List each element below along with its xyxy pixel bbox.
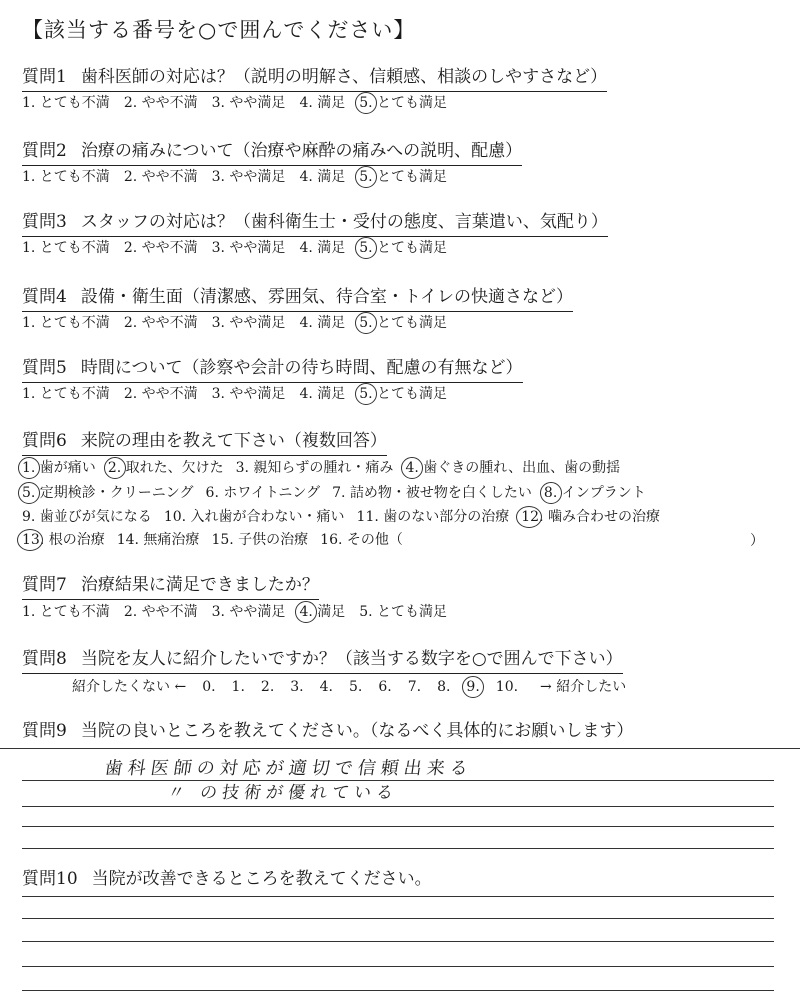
rating-options (22, 313, 461, 333)
reason-row (22, 483, 658, 503)
option[interactable]: 1. とても不満 (22, 315, 110, 331)
reason-row (22, 530, 415, 550)
option[interactable]: 3. やや満足 (211, 604, 286, 620)
question-label: 質問5 (22, 358, 67, 378)
scale-right-label: → 紹介したい (540, 679, 627, 695)
answer-line (22, 896, 774, 897)
answer-line (22, 806, 774, 807)
reason-row (22, 458, 632, 478)
question-2 (22, 140, 522, 166)
answer-line (22, 826, 774, 827)
option[interactable]: 3. やや満足 (211, 169, 286, 185)
rating-options (22, 93, 461, 113)
question-label: 質問6 (22, 431, 67, 451)
option[interactable]: 3. やや満足 (211, 386, 286, 402)
scale-value[interactable]: 2. (260, 679, 275, 695)
option[interactable]: 5. とても満足 (359, 604, 448, 620)
question-text: 来院の理由を教えて下さい（複数回答） (80, 431, 387, 451)
option-selected[interactable]: 5. とても満足 (359, 240, 448, 256)
question-9 (22, 720, 633, 745)
option[interactable]: 16. その他（ (320, 532, 403, 548)
option[interactable]: 4. 満足 (299, 95, 346, 111)
question-text: スタッフの対応は？（歯科衛生士・受付の態度、言葉遣い、気配り） (80, 212, 608, 232)
question-label: 質問8 (22, 649, 67, 669)
question-text: 設備・衛生面（清潔感、雰囲気、待合室・トイレの快適さなど） (80, 287, 573, 307)
question-text: 歯科医師の対応は？（説明の明解さ、信頼感、相談のしやすさなど） (80, 67, 608, 87)
option[interactable]: 1. とても不満 (22, 240, 110, 256)
option[interactable]: 2. やや不満 (123, 604, 198, 620)
option[interactable]: 3. やや満足 (211, 95, 286, 111)
scale-value[interactable]: 3. (290, 679, 304, 695)
option[interactable]: 10. 入れ歯が合わない・痛い (163, 509, 345, 525)
option[interactable]: 1. とても不満 (22, 604, 110, 620)
option[interactable]: 3. やや満足 (211, 240, 286, 256)
option[interactable]: 4. 満足 (299, 315, 346, 331)
option-selected[interactable]: 4. 満足 (299, 604, 346, 620)
question-label: 質問9 (22, 721, 67, 741)
question-6 (22, 430, 387, 456)
scale-value[interactable]: 1. (231, 679, 245, 695)
scale-value[interactable]: 5. (348, 679, 363, 695)
question-text: 当院が改善できるところを教えてください。 (91, 869, 432, 889)
answer-line (22, 918, 774, 919)
question-10 (22, 868, 432, 893)
handwritten-answer-line-1: 歯科医師の対応が適切で信頼出来る (103, 758, 475, 779)
option[interactable]: 1. とても不満 (22, 386, 110, 402)
option[interactable]: 1. とても不満 (22, 169, 110, 185)
other-close-paren: ） (750, 533, 764, 549)
scale-value[interactable]: 0. (202, 679, 216, 695)
option[interactable]: 6. ホワイトニング (205, 485, 321, 501)
scale-value-selected[interactable]: 9. (466, 679, 480, 695)
handwritten-answer-line-2: 〃 の技術が優れている (166, 783, 400, 803)
question-text: 治療結果に満足できましたか？ (80, 575, 319, 595)
scale-value[interactable]: 8. (437, 679, 451, 695)
option-selected[interactable]: 2. 取れた、欠けた (107, 460, 224, 476)
question-5 (22, 357, 523, 383)
question-label: 質問2 (22, 141, 67, 161)
option-selected[interactable]: 5. とても満足 (359, 315, 448, 331)
option[interactable]: 3. やや満足 (211, 315, 286, 331)
question-label: 質問3 (22, 212, 67, 232)
option[interactable]: 1. とても不満 (22, 95, 110, 111)
option[interactable]: 2. やや不満 (123, 240, 198, 256)
scale-value[interactable]: 7. (407, 679, 422, 695)
option-selected[interactable]: 5. とても満足 (359, 169, 448, 185)
option[interactable]: 4. 満足 (299, 386, 346, 402)
option[interactable]: 7. 詰め物・被せ物を白くしたい (332, 485, 532, 501)
scale-value[interactable]: 10. (495, 679, 519, 695)
option[interactable]: 4. 満足 (299, 240, 346, 256)
question-text: 当院の良いところを教えてください。（なるべく具体的にお願いします） (80, 721, 634, 741)
question-1 (22, 66, 607, 92)
option-selected[interactable]: 5. 定期検診・クリーニング (22, 485, 194, 501)
option-selected[interactable]: 13. 根の治療 (22, 532, 105, 548)
question-text: 治療の痛みについて（治療や麻酔の痛みへの説明、配慮） (80, 141, 523, 161)
question-7 (22, 574, 319, 600)
rating-options (22, 384, 461, 404)
reason-row (22, 507, 672, 527)
scale-value[interactable]: 6. (378, 679, 392, 695)
answer-line (22, 848, 774, 849)
question-label: 質問10 (22, 869, 78, 889)
question-label: 質問1 (22, 67, 67, 87)
rating-options (22, 238, 461, 258)
answer-line (22, 966, 774, 967)
option-selected[interactable]: 1. 歯が痛い (22, 460, 96, 476)
option-selected[interactable]: 4. 歯ぐきの腫れ、出血、歯の動揺 (405, 460, 621, 476)
option[interactable]: 15. 子供の治療 (211, 532, 309, 548)
rating-options (22, 167, 461, 187)
question-4 (22, 286, 573, 312)
question-label: 質問7 (22, 575, 67, 595)
option[interactable]: 11. 歯のない部分の治療 (356, 509, 510, 525)
scale-value[interactable]: 4. (319, 679, 333, 695)
option[interactable]: 14. 無痛治療 (116, 532, 200, 548)
answer-line (0, 748, 800, 749)
scale-left-label: 紹介したくない ← (72, 679, 187, 695)
answer-line (22, 990, 774, 991)
answer-line (22, 941, 774, 942)
recommend-scale (72, 677, 626, 697)
option[interactable]: 3. 親知らずの腫れ・痛み (235, 460, 394, 476)
question-text: 時間について（診察や会計の待ち時間、配慮の有無など） (80, 358, 523, 378)
scale-values (202, 679, 534, 695)
option-selected[interactable]: 5. とても満足 (359, 386, 448, 402)
question-label: 質問4 (22, 287, 67, 307)
question-8 (22, 648, 623, 674)
option[interactable]: 9. 歯並びが気になる (22, 509, 152, 525)
option-selected[interactable]: 12. 噛み合わせの治療 (521, 509, 660, 525)
question-3 (22, 211, 608, 237)
option[interactable]: 4. 満足 (299, 169, 346, 185)
option[interactable]: 2. やや不満 (123, 315, 198, 331)
question-text: 当院を友人に紹介したいですか？（該当する数字を○で囲んで下さい） (80, 649, 623, 669)
option[interactable]: 2. やや不満 (123, 95, 198, 111)
rating-options-q7 (22, 602, 461, 622)
option-selected[interactable]: 5. とても満足 (359, 95, 448, 111)
option[interactable]: 2. やや不満 (123, 386, 198, 402)
option-selected[interactable]: 8. インプラント (543, 485, 646, 501)
page-title: 【該当する番号を○で囲んでください】 (22, 18, 416, 42)
option[interactable]: 2. やや不満 (123, 169, 198, 185)
